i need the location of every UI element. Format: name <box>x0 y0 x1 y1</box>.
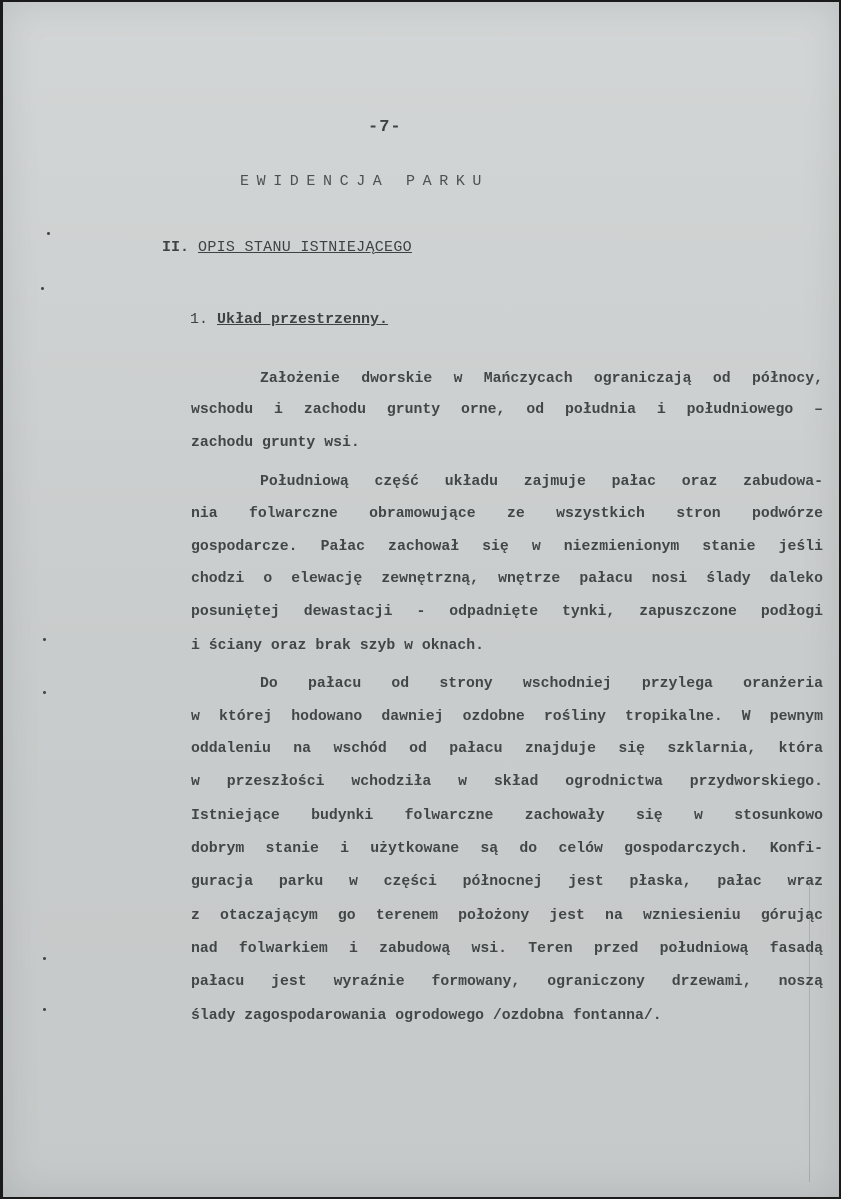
paragraph-line: zachodu grunty wsi. <box>191 435 360 451</box>
paragraph-line: guracja parku w części północnej jest płaska, pałac wraz <box>191 874 823 890</box>
paragraph-line: nad folwarkiem i zabudową wsi. Teren przed południową fasadą <box>191 941 823 957</box>
paragraph-line: Istniejące budynki folwarczne zachowały się w stosunkowo <box>191 808 823 824</box>
subsection-title: Układ przestrzenny. <box>217 311 389 328</box>
paragraph-line: pałacu jest wyraźnie formowany, ograniczony drzewami, noszą <box>191 974 823 990</box>
paragraph-line: Południową część układu zajmuje pałac oraz zabudowa- <box>260 474 823 490</box>
margin-speck <box>43 1008 46 1011</box>
section-title: OPIS STANU ISTNIEJĄCEGO <box>198 239 412 256</box>
paragraph-line: posuniętej dewastacji - odpadnięte tynki, zapuszczone podłogi <box>191 604 823 620</box>
paper-fold <box>809 882 828 1182</box>
paragraph-line: dobrym stanie i użytkowane są do celów gospodarczych. Konfi- <box>191 841 823 857</box>
margin-speck <box>43 638 46 641</box>
paragraph-line: chodzi o elewację zewnętrzną, wnętrze pałacu nosi ślady daleko <box>191 571 823 587</box>
paragraph-line: Założenie dworskie w Mańczycach ograniczają od północy, <box>260 371 823 387</box>
margin-speck <box>43 691 46 694</box>
paragraph-line: ślady zagospodarowania ogrodowego /ozdobna fontanna/. <box>191 1008 662 1024</box>
paragraph-line: wschodu i zachodu grunty orne, od południa i południowego – <box>191 402 823 418</box>
margin-speck <box>41 287 44 290</box>
paragraph-line: z otaczającym go terenem położony jest na wzniesieniu górując <box>191 908 823 924</box>
document-heading: EWIDENCJA PARKU <box>240 173 490 190</box>
subsection-heading <box>190 311 388 328</box>
paragraph-line: gospodarcze. Pałac zachował się w niezmienionym stanie jeśli <box>191 539 823 555</box>
paragraph-line: w przeszłości wchodziła w skład ogrodnictwa przydworskiego. <box>191 774 823 790</box>
margin-speck <box>47 232 50 235</box>
subsection-number: 1. <box>190 311 209 328</box>
page-number: -7- <box>368 118 402 137</box>
section-number: II. <box>162 239 190 256</box>
paragraph-line: i ściany oraz brak szyb w oknach. <box>191 638 485 654</box>
margin-speck <box>43 957 46 960</box>
paragraph-line: oddaleniu na wschód od pałacu znajduje się szklarnia, która <box>191 741 823 757</box>
paragraph-line: nia folwarczne obramowujące ze wszystkich stron podwórze <box>191 506 823 522</box>
paragraph-line: Do pałacu od strony wschodniej przylega oranżeria <box>260 676 823 692</box>
paragraph-line: w której hodowano dawniej ozdobne rośliny tropikalne. W pewnym <box>191 709 823 725</box>
section-heading <box>162 239 412 256</box>
document-page <box>3 2 839 1197</box>
